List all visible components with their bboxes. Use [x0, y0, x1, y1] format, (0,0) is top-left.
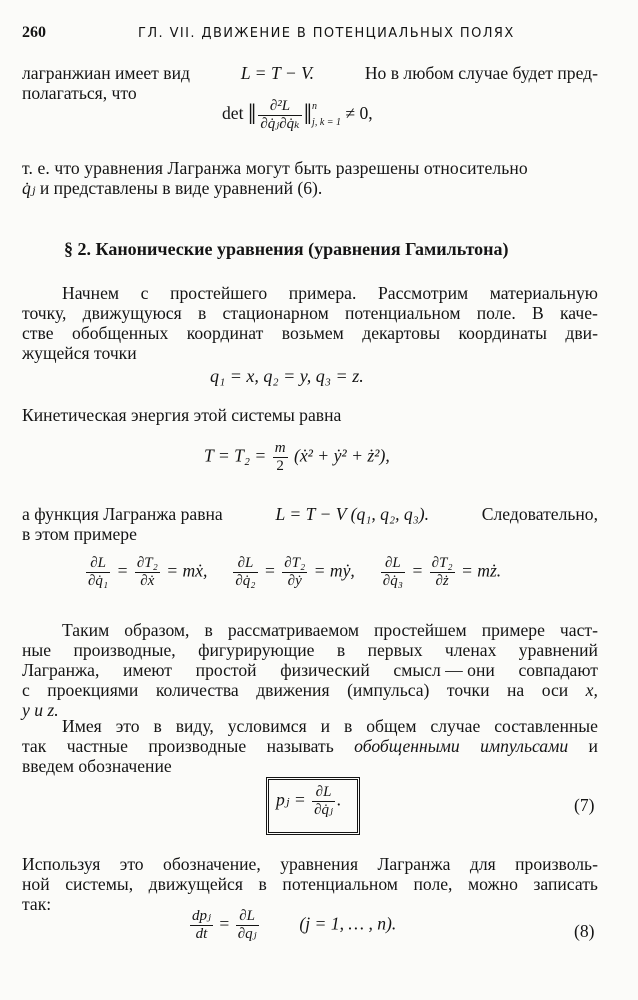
word: общем	[366, 716, 417, 736]
word: составленные	[494, 716, 598, 736]
word: первых	[367, 640, 423, 660]
frac-den: ∂ż	[435, 573, 449, 589]
frac-num: ∂L	[233, 556, 257, 573]
momentum-tail: .	[337, 789, 342, 810]
para3-line1	[22, 284, 598, 303]
math-inline: L = T − V (q₁, q₂, q₃).	[275, 504, 430, 524]
word: частные	[66, 736, 128, 756]
word: материальную	[489, 283, 598, 303]
word: записать	[533, 874, 598, 894]
emphasis-word: обобщенными	[354, 736, 460, 756]
text-span: а функция Лагранжа равна	[22, 504, 223, 524]
coords-formula: q₁ = x, q₂ = y, q₃ = z.	[210, 366, 364, 386]
frac-num: ∂T₂	[136, 555, 158, 571]
frac-den: ∂ẋ	[140, 573, 155, 589]
det-formula	[222, 98, 373, 132]
partials-group-2: $\frac{\partial L}{\text{∂q̇₂}}$ = $\frac{\text{∂T₂}}{\text{∂ẏ}}$ = mẏ,	[235, 555, 355, 589]
word: част-	[559, 620, 598, 640]
para8-line3: так:	[22, 894, 52, 914]
word: в	[197, 303, 207, 323]
para3-line4: жущейся точки	[22, 343, 137, 363]
word: случае	[430, 716, 481, 736]
det-relation: ≠ 0,	[345, 103, 373, 124]
partials-formula	[84, 556, 501, 589]
eq8-fraction-1	[190, 909, 213, 942]
word: простейшем	[374, 620, 467, 640]
word: образом,	[124, 620, 190, 640]
word: в	[153, 716, 162, 736]
word: системы,	[65, 874, 134, 894]
word: физический	[280, 660, 370, 680]
kinetic-rhs: (ẋ² + ẏ² + ż²),	[293, 445, 390, 466]
word: совпадают	[518, 660, 598, 680]
word: фигурирующие	[198, 640, 315, 660]
word: произволь-	[515, 854, 598, 874]
word: в	[336, 640, 346, 660]
word: дви-	[565, 323, 598, 343]
math-inline: L = T − V.	[240, 63, 314, 83]
word: виду,	[175, 716, 214, 736]
word: обобщенных	[71, 323, 169, 343]
para1-line2: полагаться, что	[22, 83, 137, 103]
frac-num: ∂L	[86, 556, 110, 573]
word: Используя	[22, 854, 101, 874]
word: (импульса)	[347, 680, 430, 700]
frac-den: ∂q̇₁	[88, 573, 109, 589]
kinetic-fraction	[273, 441, 288, 474]
para4: Кинетическая энергия этой системы равна	[22, 405, 342, 425]
det-lower: j, k = 1	[312, 117, 342, 128]
word: с	[140, 283, 149, 303]
word: и	[320, 716, 331, 736]
momentum-lhs: pⱼ =	[276, 789, 306, 810]
word: рассматриваемом	[227, 620, 359, 640]
word: Имея	[62, 716, 102, 736]
para6-line2	[22, 641, 598, 660]
equals-sign: =	[219, 913, 230, 934]
word: членах	[444, 640, 497, 660]
word: Лагранжа,	[22, 660, 100, 680]
eq8-num-2: ∂L	[236, 909, 259, 926]
word: так	[22, 736, 47, 756]
word: поле.	[476, 303, 516, 323]
word: возьмем	[281, 323, 344, 343]
word: производные	[148, 736, 247, 756]
frac-den: ∂q̇₃	[382, 573, 403, 589]
frac-num: ∂T₂	[284, 555, 306, 571]
word: примера.	[288, 283, 357, 303]
para7-line2	[22, 737, 598, 756]
para6-line3	[22, 661, 598, 680]
word: проекциями	[47, 680, 139, 700]
partials-rhs: = mẋ,	[166, 560, 208, 581]
eq8-num-1: dpⱼ	[192, 908, 211, 924]
word: это	[115, 716, 140, 736]
emphasis-word: импульсами	[480, 736, 569, 756]
eq8-fraction-2	[236, 909, 259, 942]
para5-line2: в этом примере	[22, 524, 137, 544]
det-operator: det	[222, 103, 244, 124]
eq8-den-1: dt	[195, 926, 208, 942]
word: в	[343, 716, 353, 736]
norm-bar-right: ‖	[303, 98, 313, 131]
partials-group-1: $\frac{\partial L}{\text{∂q̇₁}}$ = $\frac{\text{∂T₂}}{\text{∂ẋ}}$ = mẋ,	[88, 555, 208, 589]
word: на	[507, 680, 525, 700]
word: простейшего	[170, 283, 268, 303]
para6-line5: y и z.	[22, 700, 59, 720]
word: для	[469, 854, 496, 874]
word: стве	[22, 323, 54, 343]
equation-number-7: (7)	[574, 795, 595, 815]
momentum-fraction	[312, 785, 335, 818]
word: поле,	[413, 874, 453, 894]
equation-number-8: (8)	[574, 921, 595, 941]
para3-line2	[22, 304, 598, 323]
word: движущуюся	[82, 303, 182, 323]
det-fraction	[258, 99, 301, 132]
word: количества	[155, 680, 239, 700]
frac-den: ∂ẏ	[287, 573, 302, 589]
word: оси	[541, 680, 569, 700]
frac-den: ∂q̇₂	[235, 573, 256, 589]
det-den: ∂q̇ⱼ∂q̇ₖ	[260, 115, 300, 132]
word: в	[258, 874, 267, 894]
word: координат	[186, 323, 264, 343]
para2-line2	[22, 179, 322, 198]
word: примере	[481, 620, 545, 640]
partials-rhs: = mż.	[460, 560, 502, 581]
word: каче-	[560, 303, 598, 323]
text-span: Следовательно,	[481, 504, 598, 524]
math-inline: q̇ⱼ	[22, 178, 36, 198]
math-inline: x,	[585, 680, 598, 700]
eq8-condition: (j = 1, … , n).	[299, 913, 397, 934]
frac-num: ∂L	[381, 556, 405, 573]
partials-rhs: = mẏ,	[313, 560, 355, 581]
page-number: 260	[22, 24, 46, 41]
momentum-den: ∂q̇ⱼ	[314, 802, 333, 818]
norm-bar-left: ‖	[247, 98, 257, 131]
word: уравнений	[518, 640, 598, 660]
hamilton-eq-8	[188, 909, 396, 942]
para3-line3	[22, 324, 598, 343]
kinetic-lhs: T = T₂ =	[204, 445, 267, 466]
word: Таким	[62, 620, 110, 640]
para2-line1: т. е. что уравнения Лагранжа могут быть разрешены относительно	[22, 158, 528, 178]
word: потенциальном	[282, 874, 398, 894]
word: уравнения	[280, 854, 359, 874]
section-heading: § 2. Канонические уравнения (уравнения Гамильтона)	[64, 239, 509, 259]
running-title: ГЛ. VII. ДВИЖЕНИЕ В ПОТЕНЦИАЛЬНЫХ ПОЛЯХ	[138, 26, 515, 41]
word: это	[119, 854, 144, 874]
word: условимся	[227, 716, 307, 736]
word: простой	[195, 660, 257, 680]
word: Начнем	[62, 283, 120, 303]
word: ные	[22, 640, 52, 660]
word: обозначение,	[163, 854, 261, 874]
momentum-formula	[276, 785, 341, 818]
kinetic-num: m	[274, 440, 286, 456]
para7-line1	[22, 717, 598, 736]
momentum-num: ∂L	[312, 785, 335, 802]
text-span: и представлены в виде уравнений (6).	[39, 178, 323, 198]
det-upper: n	[312, 101, 318, 112]
text-span: лагранжиан имеет вид	[22, 63, 190, 83]
word: с	[22, 680, 30, 700]
word: стационарном	[222, 303, 329, 323]
kinetic-den: 2	[276, 458, 284, 474]
word: потенциальном	[344, 303, 461, 323]
word: ной	[22, 874, 50, 894]
word: координаты	[458, 323, 547, 343]
word: смысл — они	[393, 660, 495, 680]
para1-line1	[22, 64, 598, 83]
partials-group-3: $\frac{\partial L}{\text{∂q̇₃}}$ = $\frac{\text{∂T₂}}{\partial ż}$ = mż.	[382, 555, 502, 589]
para8-line1	[22, 855, 598, 874]
word: в	[204, 620, 213, 640]
para8-line2	[22, 875, 598, 894]
word: В	[532, 303, 544, 323]
word: имеют	[123, 660, 172, 680]
word: движения	[256, 680, 330, 700]
word: Лагранжа	[377, 854, 451, 874]
word: производные,	[73, 640, 176, 660]
word: движущейся	[148, 874, 243, 894]
frac-num: ∂T₂	[431, 555, 453, 571]
para7-line3: введем обозначение	[22, 756, 172, 776]
eq8-den-2: ∂qⱼ	[237, 926, 257, 942]
word: точки	[446, 680, 490, 700]
word: и	[588, 736, 598, 756]
word: точку,	[22, 303, 67, 323]
word: называть	[266, 736, 334, 756]
word: декартовы	[362, 323, 441, 343]
word: можно	[468, 874, 518, 894]
para5-line1	[22, 505, 598, 524]
kinetic-formula	[204, 441, 390, 474]
det-num: ∂²L	[258, 99, 301, 116]
word: Рассмотрим	[377, 283, 469, 303]
text-span: Но в любом случае будет пред-	[364, 63, 598, 83]
para6-line4	[22, 681, 598, 700]
det-limits	[312, 99, 341, 131]
para6-line1	[22, 621, 598, 640]
